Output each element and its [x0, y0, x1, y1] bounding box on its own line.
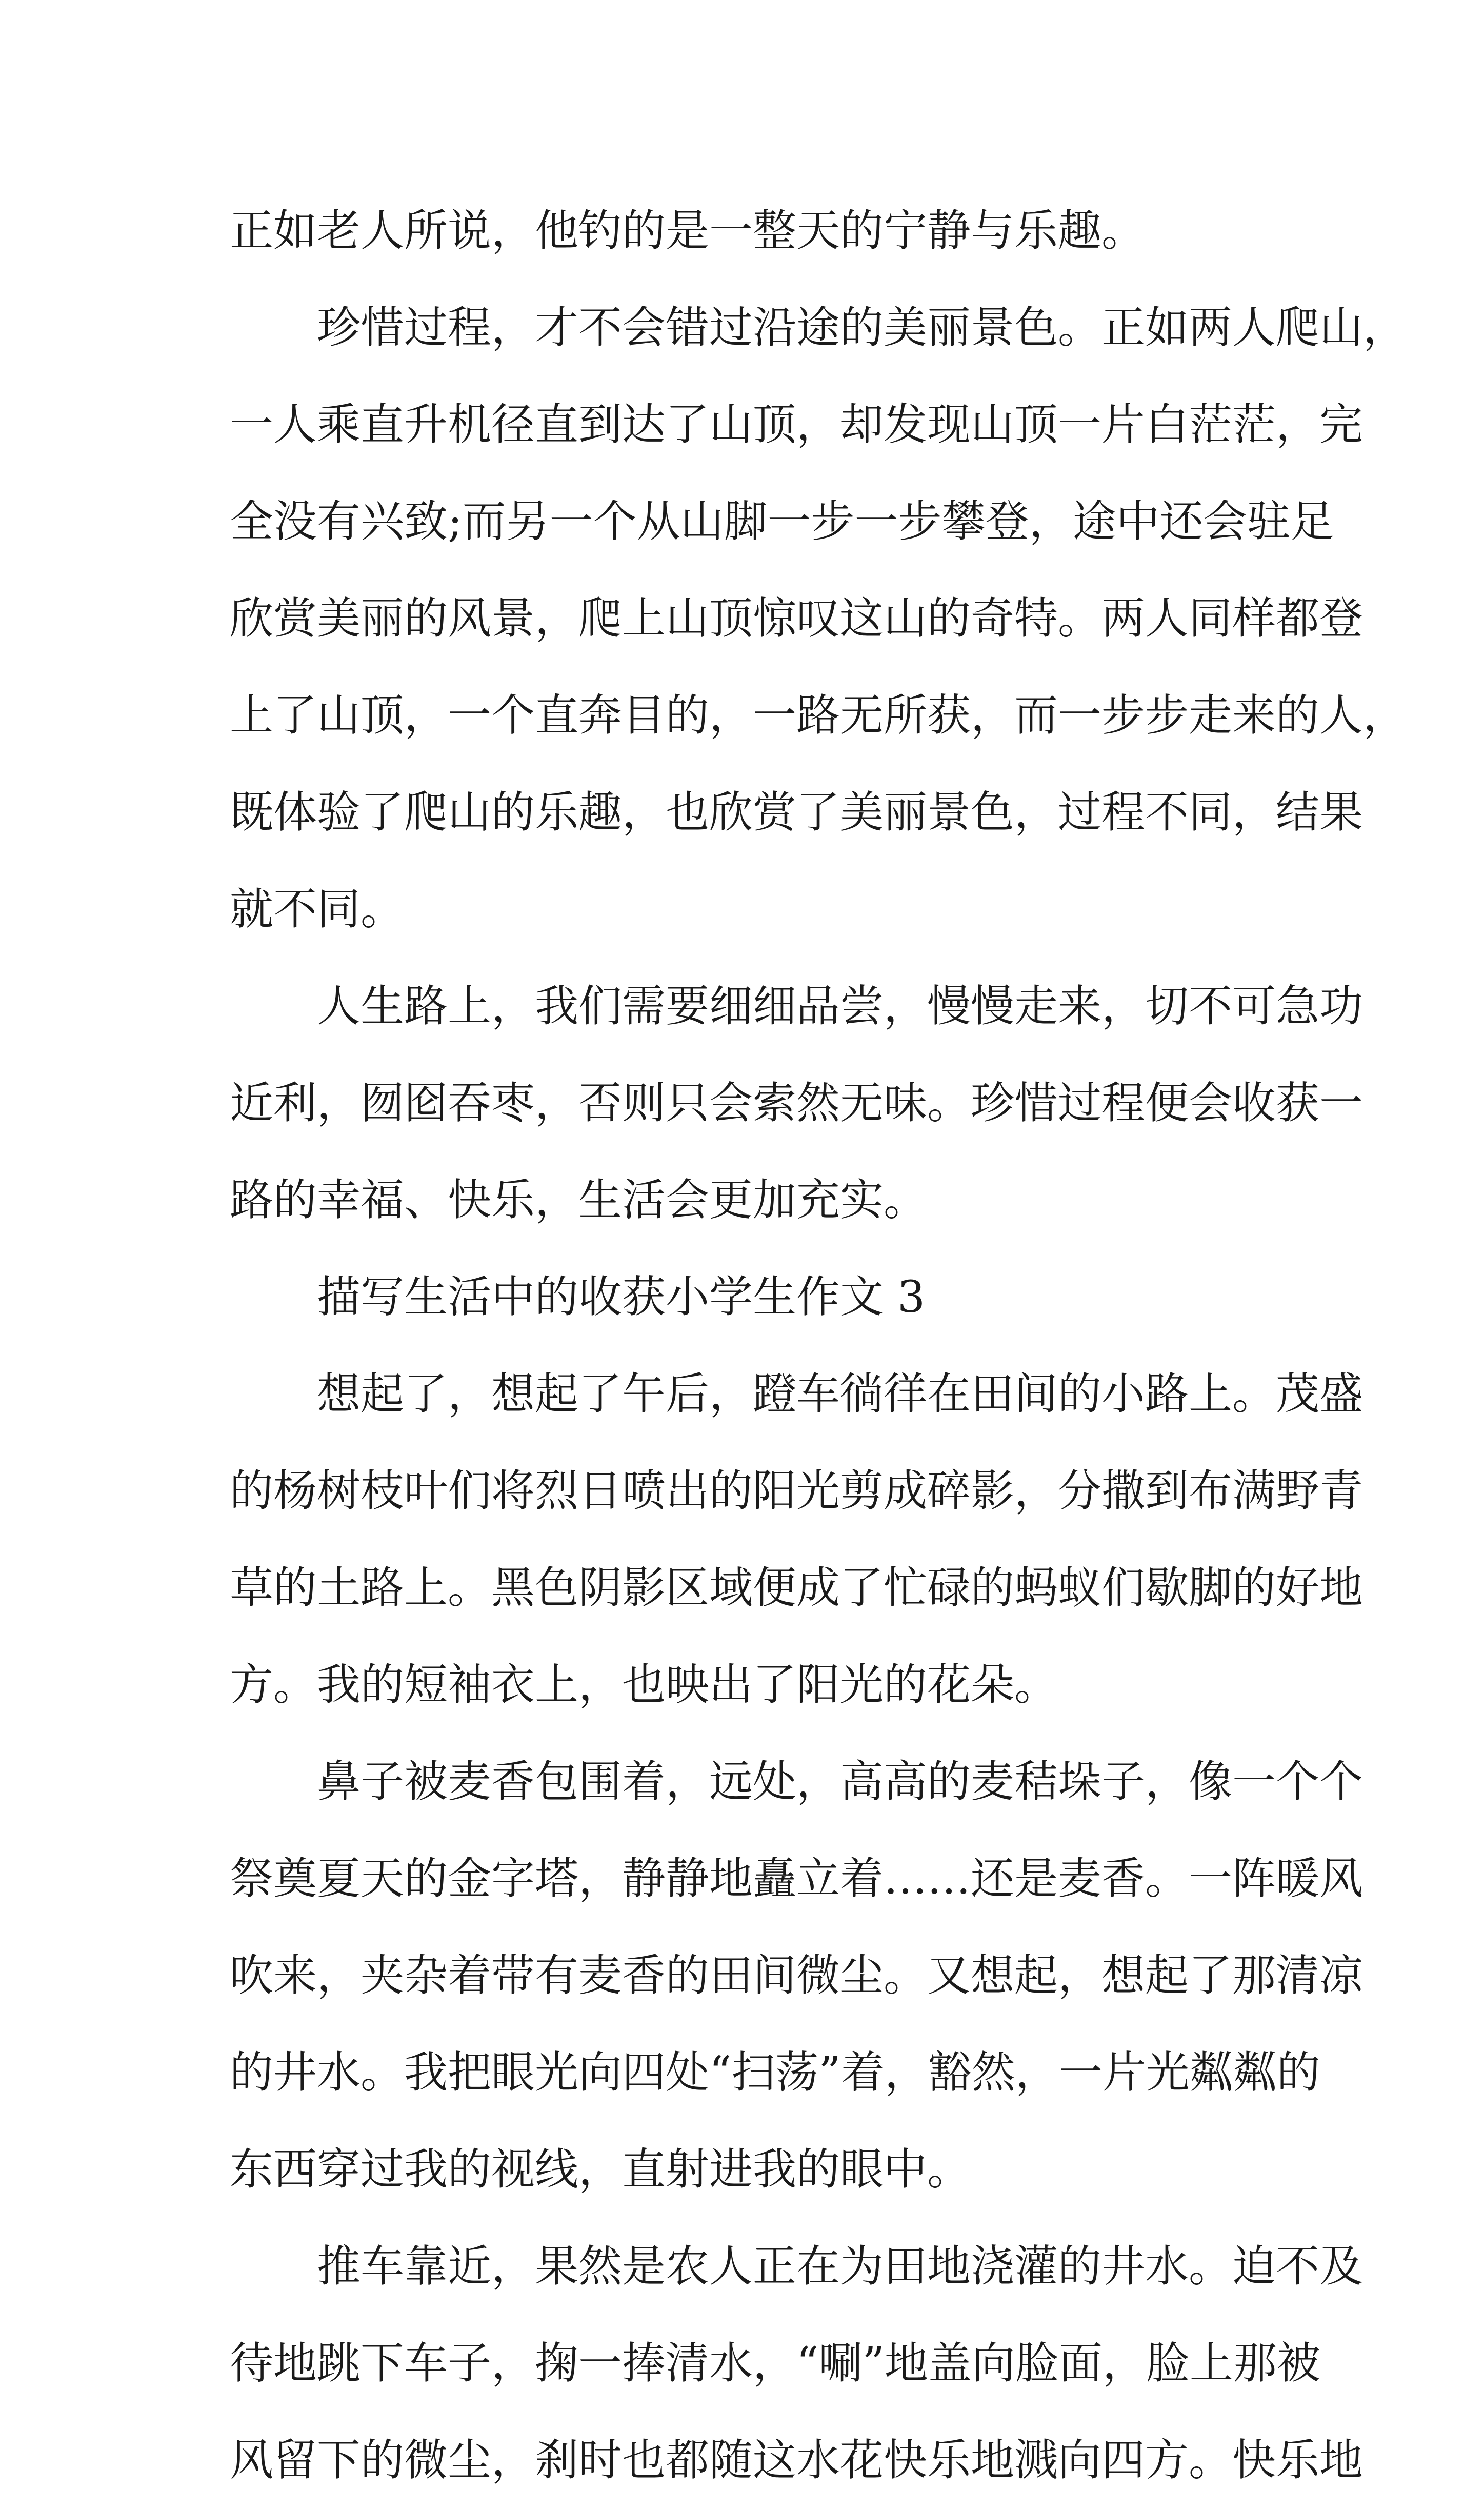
text-line: 欣赏美丽的风景，爬上山顶惊叹这山的奇特。两人同样都登	[230, 593, 1363, 644]
text-line: 草的土路上。黑色阴影区域便成了忙碌的蚂蚁们歇脚的好地	[230, 1563, 1363, 1614]
text-line: 路的幸福、快乐，生活会更加充实。	[230, 1175, 928, 1226]
text-line: 风留下的微尘，刹时也都随这水花快乐地溅向四方。快乐地	[230, 2435, 1363, 2486]
text-line: 全没有兴致;而另一个从山脚一步一步攀登，途中还会驻足	[230, 496, 1334, 547]
text-line: 鼻子被麦香包围着，远处，高高的麦秸垛子，像一个个	[317, 1757, 1363, 1807]
text-line: 一人乘直升机径直到达了山顶，却发现山顶一片白茫茫，完	[230, 400, 1363, 450]
text-line: 的杨树枝叶们将烈日喷出的阳光剪成碎影，分撒到布满野青	[230, 1466, 1363, 1517]
text-line: 正如老人所说，他钓的是一整天的宁静与乐趣。	[230, 206, 1146, 256]
text-line: 祭奠夏天的金字塔，静静地矗立着……还是麦香。一阵暖风	[230, 1854, 1363, 1904]
text-line: 东西穿过我的视线，直射进我的眼中。	[230, 2144, 971, 2195]
text-line: 想起了，想起了午后，蹬车徜徉在田间的小路上。茂盛	[317, 1369, 1363, 1420]
text-line: 吹来，夹杂着带有麦香的田间微尘。又想起，想起了那清凉	[230, 1950, 1363, 2001]
text-line: 既体验了爬山的乐趣，也欣赏了美丽景色，过程不同，结果	[230, 787, 1363, 838]
text-line: 待地跳下车子，掬一捧清水，“唰”地盖向脸面，脸上那被	[230, 2338, 1320, 2389]
text-line: 上了山顶，一个直奔目的，一路无所获，而一步步走来的人，	[230, 690, 1407, 741]
text-line: 的井水。我把眼光向四处“扫荡”着，豁然，一片光粼粼的	[230, 2047, 1320, 2098]
essay-body	[230, 183, 1407, 2509]
text-line: 就不同。	[230, 884, 405, 935]
text-line: 推车靠近，果然是农人正在为田地浇灌的井水。迫不及	[317, 2241, 1363, 2292]
text-line: 近利，囫囵吞枣，否则只会索然无味。珍惜过程便会收获一	[230, 1078, 1363, 1129]
text-line: 方。我的短袖衣上，也映出了阳光的花朵。	[230, 1660, 1058, 1710]
section-heading: 描写生活中的收获小学生作文 3	[317, 1272, 926, 1323]
text-line: 珍惜过程，才不会错过沿途的美丽景色。正如两人爬山，	[317, 303, 1407, 353]
text-line: 人生路上，我们需要细细品尝，慢慢走来，切不可急功	[317, 981, 1363, 1032]
